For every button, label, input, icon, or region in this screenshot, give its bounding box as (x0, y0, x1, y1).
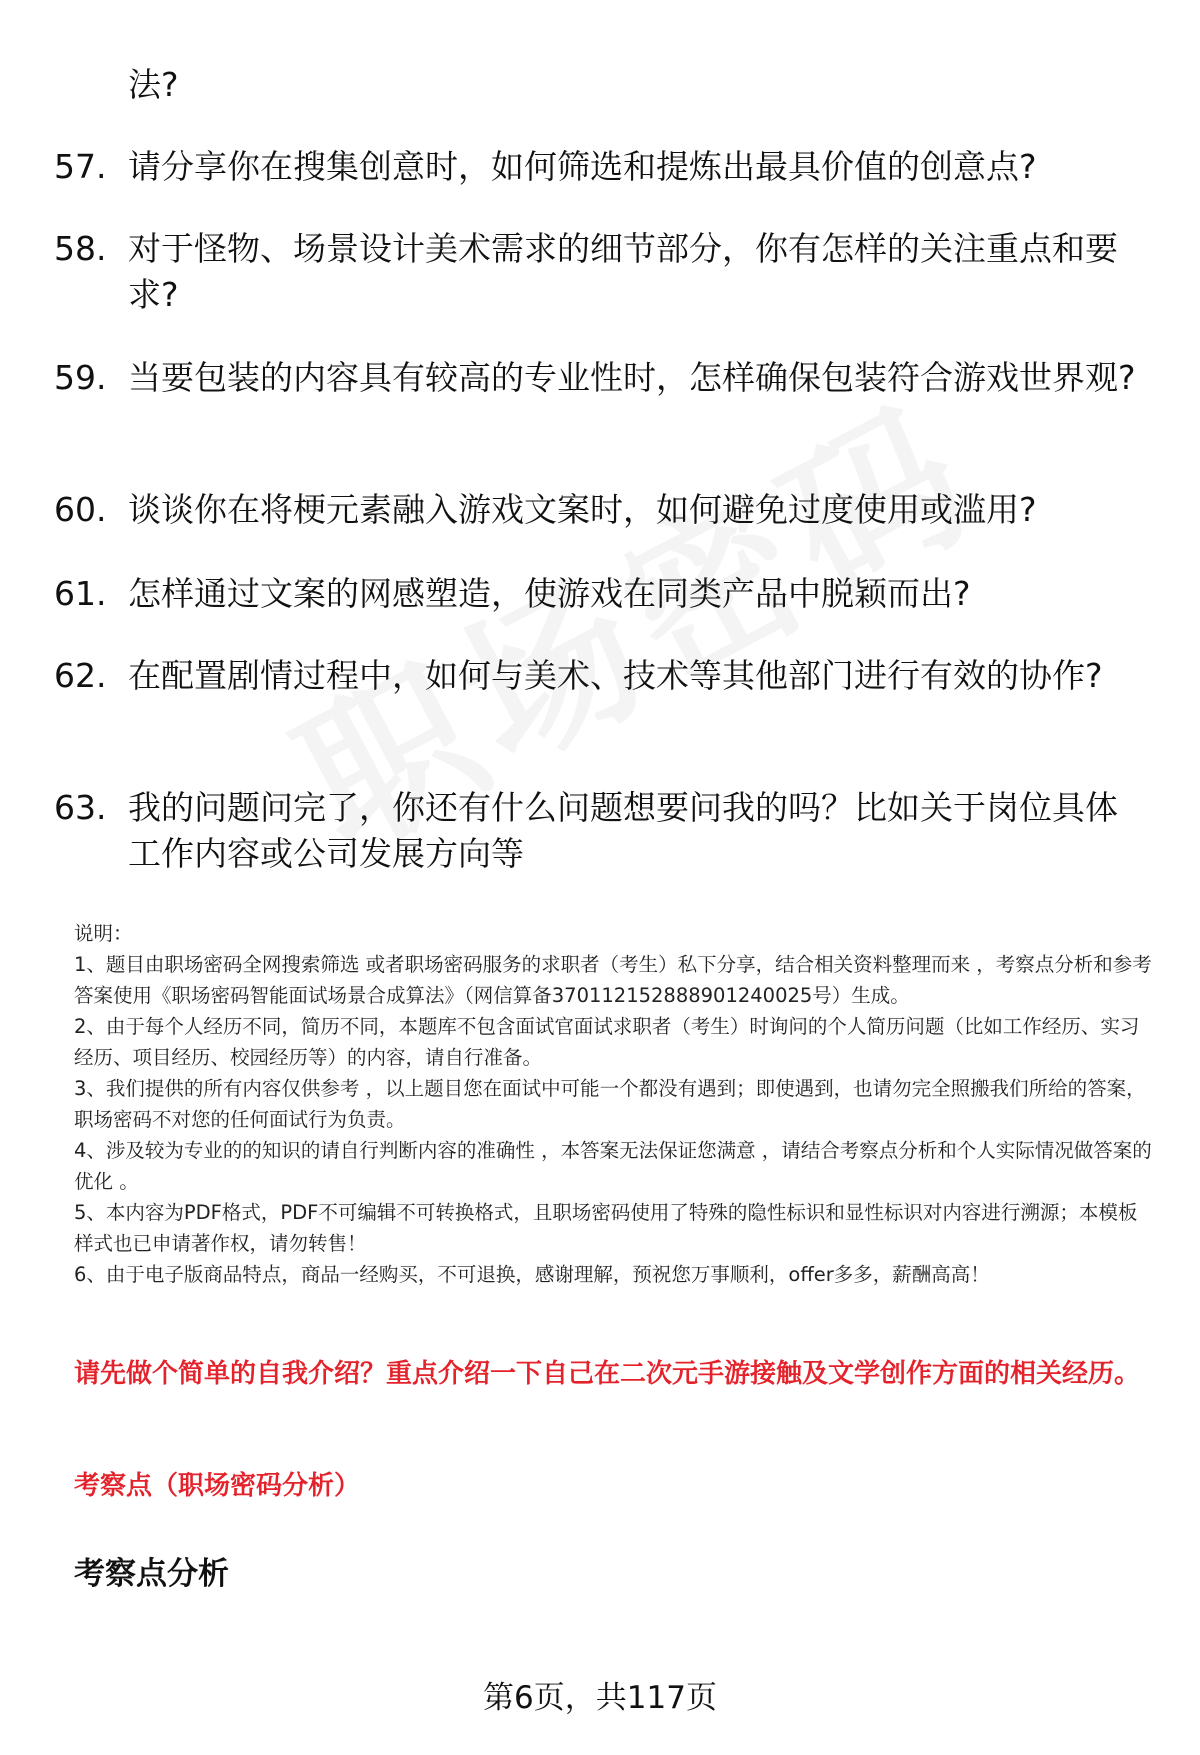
note-item: 3、我们提供的所有内容仅供参考 ，以上题目您在面试中可能一个都没有遇到；即使遇到，也请勿完全照搬我们所给的答案，职场密码不对您的任何面试行为负责。 (74, 1077, 1146, 1131)
question-number: 60. (54, 490, 107, 529)
note-item: 5、本内容为PDF格式，PDF不可编辑不可转换格式，且职场密码使用了特殊的隐性标识和显性标识对内容进行溯源；本模板样式也已申请著作权，请勿转售！ (74, 1201, 1138, 1255)
note-item: 1、题目由职场密码全网搜索筛选 或者职场密码服务的求职者（考生）私下分享，结合相关资料整理而来 ，考察点分析和参考答案使用《职场密码智能面试场景合成算法》（网信算备370112152888901240025号）生成。 (74, 953, 1152, 1007)
question-number: 63. (54, 788, 107, 827)
question-continuation: 法? (128, 65, 179, 104)
question-text: 请分享你在搜集创意时，如何筛选和提炼出最具价值的创意点? (128, 147, 1037, 186)
question-number: 59. (54, 358, 107, 397)
disclaimer-notes (74, 918, 1154, 1290)
question-text: 谈谈你在将梗元素融入游戏文案时，如何避免过度使用或滥用? (128, 490, 1037, 529)
page-footer: 第6页，共117页 (483, 1680, 717, 1716)
question-number: 61. (54, 574, 107, 613)
note-item: 6、由于电子版商品特点，商品一经购买，不可退换，感谢理解，预祝您万事顺利，offer多多，薪酬高高！ (74, 1263, 990, 1286)
question-text: 当要包装的内容具有较高的专业性时，怎样确保包装符合游戏世界观? (128, 358, 1136, 397)
question-text: 对于怪物、场景设计美术需求的细节部分，你有怎样的关注重点和要求? (128, 229, 1118, 314)
highlight-question: 请先做个简单的自我介绍？重点介绍一下自己在二次元手游接触及文学创作方面的相关经历。 (74, 1359, 1141, 1389)
notes-heading: 说明： (74, 922, 133, 945)
question-number: 58. (54, 229, 107, 268)
highlight-subheading: 考察点（职场密码分析） (74, 1471, 361, 1501)
question-number: 57. (54, 147, 107, 186)
question-number: 62. (54, 656, 107, 695)
section-title: 考察点分析 (74, 1556, 229, 1592)
question-text: 我的问题问完了，你还有什么问题想要问我的吗？比如关于岗位具体工作内容或公司发展方向等 (128, 788, 1118, 873)
question-text: 在配置剧情过程中，如何与美术、技术等其他部门进行有效的协作? (128, 656, 1103, 695)
note-item: 4、涉及较为专业的的知识的请自行判断内容的准确性 ，本答案无法保证您满意 ，请结合考察点分析和个人实际情况做答案的优化 。 (74, 1139, 1152, 1193)
note-item: 2、由于每个人经历不同，简历不同，本题库不包含面试官面试求职者（考生）时询问的个人简历问题（比如工作经历、实习经历、项目经历、校园经历等）的内容，请自行准备。 (74, 1015, 1140, 1069)
question-text: 怎样通过文案的网感塑造，使游戏在同类产品中脱颖而出? (128, 574, 971, 613)
